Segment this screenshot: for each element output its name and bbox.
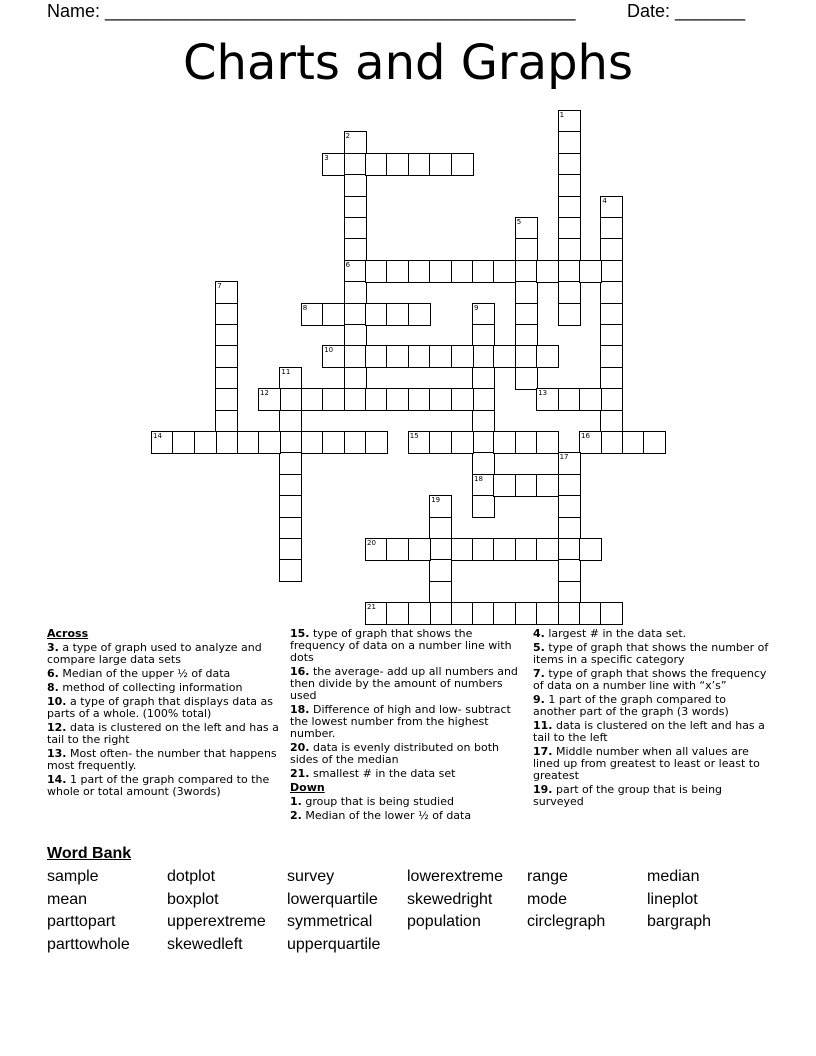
clue: 7. type of graph that shows the frequency of data on a number line with “x’s” — [533, 667, 767, 692]
crossword-cell[interactable] — [215, 281, 238, 304]
clues-column-3 — [533, 628, 769, 810]
word-bank-item: skewedright — [407, 890, 493, 908]
clue: 6. Median of the upper ½ of data — [47, 667, 231, 680]
crossword-cell[interactable] — [536, 260, 559, 283]
clue-number: 17 — [559, 453, 569, 462]
crossword-cell[interactable] — [536, 345, 559, 368]
clue: 12. data is clustered on the left and has a tail to the right — [47, 721, 279, 746]
crossword-cell[interactable] — [386, 602, 409, 625]
name-field[interactable]: Name: _______________________________________________ — [47, 1, 576, 21]
crossword-cell[interactable] — [536, 538, 559, 561]
crossword-cell[interactable] — [279, 474, 302, 497]
crossword-cell[interactable] — [279, 367, 302, 390]
word-bank-item: range — [527, 868, 568, 885]
crossword-cell[interactable] — [515, 474, 538, 497]
crossword-cell[interactable] — [408, 260, 431, 283]
word-bank-item: mean — [47, 890, 88, 908]
crossword-cell[interactable] — [408, 538, 431, 561]
crossword-cell[interactable] — [493, 474, 516, 497]
crossword-cell[interactable] — [493, 431, 516, 454]
crossword-cell[interactable] — [600, 410, 623, 433]
crossword-cell[interactable] — [386, 303, 409, 326]
clue: 20. data is evenly distributed on both sides of the median — [290, 741, 500, 766]
word-bank-item: dotplot — [167, 868, 216, 885]
crossword-cell[interactable] — [365, 153, 388, 176]
crossword-cell[interactable] — [515, 260, 538, 283]
crossword-cell[interactable] — [279, 559, 302, 582]
crossword-cell[interactable] — [579, 431, 602, 454]
clue: 15. type of graph that shows the frequency of data on a number line with dots — [290, 627, 512, 664]
crossword-cell[interactable] — [558, 452, 581, 475]
crossword-cell[interactable] — [429, 431, 452, 454]
crossword-cell[interactable] — [429, 345, 452, 368]
crossword-cell[interactable] — [322, 388, 345, 411]
crossword-cell[interactable] — [451, 388, 474, 411]
crossword-cell[interactable] — [472, 388, 495, 411]
clue: 4. largest # in the data set. — [533, 627, 687, 640]
crossword-cell[interactable] — [365, 345, 388, 368]
crossword-cell[interactable] — [451, 153, 474, 176]
crossword-cell[interactable] — [472, 431, 495, 454]
crossword-cell[interactable] — [451, 602, 474, 625]
crossword-cell[interactable] — [515, 281, 538, 304]
word-bank-title: Word Bank — [47, 845, 132, 862]
word-bank-item: lowerextreme — [407, 868, 504, 885]
crossword-cell[interactable] — [429, 388, 452, 411]
crossword-cell[interactable] — [408, 303, 431, 326]
crossword-cell[interactable] — [279, 517, 302, 540]
clue-number: 21 — [367, 603, 376, 612]
crossword-cell[interactable] — [344, 388, 367, 411]
word-bank-item: median — [647, 868, 700, 885]
crossword-cell[interactable] — [322, 431, 345, 454]
crossword-cell[interactable] — [344, 196, 367, 219]
crossword-cell[interactable] — [472, 367, 495, 390]
crossword-cell[interactable] — [344, 131, 367, 154]
clue-number: 5 — [516, 218, 522, 226]
crossword-cell[interactable] — [600, 260, 623, 283]
word-bank-item: mode — [527, 890, 568, 908]
crossword-cell[interactable] — [408, 388, 431, 411]
crossword-cell[interactable] — [472, 452, 495, 475]
clue-number: 12 — [260, 389, 269, 398]
across-heading: Across — [47, 627, 89, 640]
crossword-cell[interactable] — [600, 367, 623, 390]
clue-number: 11 — [281, 367, 291, 376]
crossword-cell[interactable] — [429, 559, 452, 582]
clue-number: 18 — [474, 474, 483, 483]
crossword-cell[interactable] — [600, 388, 623, 411]
crossword-cell[interactable] — [344, 324, 367, 347]
crossword-cell[interactable] — [600, 303, 623, 326]
word-bank-item: lineplot — [647, 890, 698, 908]
clue-number: 1 — [559, 111, 565, 119]
page-title: Charts and Graphs — [183, 35, 633, 91]
clue-number: 19 — [431, 496, 441, 505]
crossword-cell[interactable] — [279, 538, 302, 561]
clue: 13. Most often- the number that happens most frequently. — [47, 747, 277, 772]
down-heading: Down — [290, 781, 325, 794]
crossword-cell[interactable] — [344, 174, 367, 197]
clue-number: 20 — [367, 539, 376, 547]
clue: 14. 1 part of the graph compared to the whole or total amount (3words) — [47, 773, 270, 798]
crossword-cell[interactable] — [344, 345, 367, 368]
crossword-cell[interactable] — [558, 559, 581, 582]
crossword-cell[interactable] — [322, 303, 345, 326]
word-bank-item: upperextreme — [167, 913, 266, 930]
crossword-cell[interactable] — [279, 452, 302, 475]
crossword-cell[interactable] — [215, 388, 238, 411]
clue: 1. group that is being studied — [290, 795, 454, 808]
crossword-cell[interactable] — [279, 431, 302, 454]
crossword-cell[interactable] — [558, 260, 581, 283]
word-bank-item: upperquartile — [287, 935, 381, 953]
crossword-cell[interactable] — [365, 538, 388, 561]
word-bank-item: parttowhole — [47, 935, 130, 953]
clues-column-1 — [47, 628, 279, 800]
crossword-cell[interactable] — [558, 538, 581, 561]
crossword-cell[interactable] — [408, 602, 431, 625]
clue-number: 14 — [153, 432, 162, 440]
crossword-cell[interactable] — [558, 217, 581, 240]
crossword-cell[interactable] — [472, 324, 495, 347]
crossword-cell[interactable] — [344, 217, 367, 240]
clue-number: 8 — [302, 303, 308, 312]
crossword-cell[interactable] — [536, 431, 559, 454]
crossword-cell[interactable] — [344, 303, 367, 326]
crossword-cell[interactable] — [429, 602, 452, 625]
crossword-cell[interactable] — [237, 431, 260, 454]
crossword-cell[interactable] — [451, 538, 474, 561]
crossword-cell[interactable] — [515, 538, 538, 561]
crossword-cell[interactable] — [279, 495, 302, 518]
crossword-cell[interactable] — [258, 388, 281, 411]
crossword-cell[interactable] — [301, 303, 324, 326]
clue: 2. Median of the lower ½ of data — [290, 809, 472, 822]
crossword-cell[interactable] — [536, 602, 559, 625]
word-bank-item: bargraph — [647, 913, 712, 930]
crossword-cell[interactable] — [600, 196, 623, 219]
crossword-cell[interactable] — [344, 367, 367, 390]
crossword-cell[interactable] — [558, 238, 581, 261]
crossword-cell[interactable] — [408, 345, 431, 368]
crossword-cell[interactable] — [344, 431, 367, 454]
crossword-cell[interactable] — [493, 602, 516, 625]
crossword-cell[interactable] — [472, 538, 495, 561]
clue-number: 10 — [324, 346, 334, 355]
crossword-cell[interactable] — [215, 410, 238, 433]
crossword-cell[interactable] — [558, 110, 581, 133]
crossword-cell[interactable] — [515, 602, 538, 625]
crossword-cell[interactable] — [365, 388, 388, 411]
crossword-cell[interactable] — [344, 153, 367, 176]
crossword-cell[interactable] — [386, 260, 409, 283]
clue-number: 7 — [217, 282, 222, 291]
crossword-cell[interactable] — [579, 538, 602, 561]
crossword-cell[interactable] — [365, 602, 388, 625]
crossword-cell[interactable] — [558, 517, 581, 540]
crossword-cell[interactable] — [215, 431, 238, 454]
crossword-cell[interactable] — [600, 217, 623, 240]
crossword-cell[interactable] — [558, 388, 581, 411]
clue-number: 16 — [581, 432, 590, 440]
crossword-cell[interactable] — [579, 260, 602, 283]
crossword-cell[interactable] — [472, 410, 495, 433]
date-field[interactable]: Date: _______ — [627, 1, 746, 21]
crossword-cell[interactable] — [429, 581, 452, 604]
crossword-cell[interactable] — [558, 153, 581, 176]
crossword-cell[interactable] — [600, 238, 623, 261]
crossword-cell[interactable] — [643, 431, 666, 454]
crossword-cell[interactable] — [344, 281, 367, 304]
crossword-cell[interactable] — [365, 431, 388, 454]
clue-number: 9 — [474, 303, 479, 312]
clue-number: 3 — [324, 153, 329, 162]
clue: 11. data is clustered on the left and has a tail to the left — [533, 719, 765, 744]
crossword-cell[interactable] — [301, 431, 324, 454]
crossword-cell[interactable] — [558, 131, 581, 154]
word-bank-item: symmetrical — [287, 913, 373, 930]
clue: 5. type of graph that shows the number of items in a specific category — [533, 641, 769, 666]
crossword-cell[interactable] — [472, 260, 495, 283]
crossword-cell[interactable] — [472, 345, 495, 368]
clue: 3. a type of graph used to analyze and compare large data sets — [47, 641, 262, 666]
crossword-cell[interactable] — [215, 367, 238, 390]
clue: 10. a type of graph that displays data as parts of a whole. (100% total) — [47, 695, 273, 720]
crossword-cell[interactable] — [600, 324, 623, 347]
crossword-cell[interactable] — [600, 602, 623, 625]
crossword-cell[interactable] — [322, 345, 345, 368]
crossword-cell[interactable] — [472, 474, 495, 497]
crossword-cell[interactable] — [579, 388, 602, 411]
crossword-cell[interactable] — [365, 303, 388, 326]
crossword-cell[interactable] — [151, 431, 174, 454]
word-bank-item: parttopart — [47, 913, 116, 930]
clue: 18. Difference of high and low- subtract the lowest number from the highest number. — [290, 703, 511, 740]
crossword-cell[interactable] — [600, 345, 623, 368]
crossword-cell[interactable] — [515, 367, 538, 390]
crossword-cell[interactable] — [451, 431, 474, 454]
crossword-cell[interactable] — [558, 474, 581, 497]
crossword-cell[interactable] — [429, 517, 452, 540]
clue-number: 13 — [538, 389, 548, 398]
crossword-cell[interactable] — [258, 431, 281, 454]
clue: 19. part of the group that is being surveyed — [533, 783, 723, 808]
crossword-cell[interactable] — [493, 345, 516, 368]
crossword-cell[interactable] — [536, 474, 559, 497]
clue-number: 15 — [409, 432, 419, 440]
crossword-cell[interactable] — [472, 495, 495, 518]
word-bank-item: population — [407, 913, 481, 930]
crossword-cell[interactable] — [194, 431, 217, 454]
word-bank-item: skewedleft — [167, 935, 243, 953]
crossword-cell[interactable] — [600, 281, 623, 304]
clue: 21. smallest # in the data set — [290, 767, 456, 780]
crossword-cell[interactable] — [622, 431, 645, 454]
crossword-cell[interactable] — [558, 196, 581, 219]
word-bank-item: boxplot — [167, 890, 219, 908]
crossword-cell[interactable] — [279, 410, 302, 433]
crossword-cell[interactable] — [472, 602, 495, 625]
crossword-cell[interactable] — [515, 431, 538, 454]
crossword-cell[interactable] — [515, 238, 538, 261]
crossword-cell[interactable] — [515, 217, 538, 240]
crossword-cell[interactable] — [429, 153, 452, 176]
crossword-cell[interactable] — [215, 345, 238, 368]
word-bank-item: circlegraph — [527, 913, 606, 930]
crossword-cell[interactable] — [493, 538, 516, 561]
crossword-cell[interactable] — [429, 260, 452, 283]
crossword-cell[interactable] — [515, 345, 538, 368]
crossword-cell[interactable] — [558, 581, 581, 604]
clue: 17. Middle number when all values are lined up from greatest to least or least to greatest — [533, 745, 760, 782]
crossword-cell[interactable] — [429, 538, 452, 561]
word-bank-item: sample — [47, 868, 99, 885]
crossword-cell[interactable] — [579, 602, 602, 625]
crossword-cell[interactable] — [558, 303, 581, 326]
crossword-cell[interactable] — [386, 345, 409, 368]
word-bank-item: lowerquartile — [287, 890, 378, 908]
crossword-cell[interactable] — [279, 388, 302, 411]
crossword-cell[interactable] — [515, 303, 538, 326]
word-bank — [47, 866, 787, 956]
crossword-cell[interactable] — [558, 281, 581, 304]
crossword-cell[interactable] — [386, 153, 409, 176]
clues-column-2 — [290, 628, 522, 824]
crossword-cell[interactable] — [386, 538, 409, 561]
crossword-cell[interactable] — [600, 431, 623, 454]
crossword-cell[interactable] — [344, 238, 367, 261]
crossword-cell[interactable] — [215, 303, 238, 326]
crossword-cell[interactable] — [536, 388, 559, 411]
crossword-cell[interactable] — [558, 495, 581, 518]
crossword-cell[interactable] — [408, 153, 431, 176]
clue: 16. the average- add up all numbers and then divide by the amount of numbers used — [290, 665, 518, 702]
crossword-cell[interactable] — [558, 602, 581, 625]
clue-number: 2 — [345, 132, 351, 141]
crossword-cell[interactable] — [344, 260, 367, 283]
crossword-cell[interactable] — [215, 324, 238, 347]
clue-number: 6 — [345, 260, 351, 269]
crossword-cell[interactable] — [558, 174, 581, 197]
crossword-cell[interactable] — [472, 303, 495, 326]
crossword-cell[interactable] — [451, 345, 474, 368]
clue: 9. 1 part of the graph compared to another part of the graph (3 words) — [533, 693, 729, 718]
crossword-cell[interactable] — [429, 495, 452, 518]
crossword-cell[interactable] — [301, 388, 324, 411]
crossword-cell[interactable] — [365, 260, 388, 283]
clue-number: 4 — [602, 196, 607, 205]
crossword-cell[interactable] — [408, 431, 431, 454]
crossword-cell[interactable] — [515, 324, 538, 347]
crossword-cell[interactable] — [322, 153, 345, 176]
crossword-cell[interactable] — [386, 388, 409, 411]
crossword-cell[interactable] — [451, 260, 474, 283]
word-bank-item: survey — [287, 868, 335, 885]
clue: 8. method of collecting information — [47, 681, 243, 694]
crossword-cell[interactable] — [493, 260, 516, 283]
crossword-cell[interactable] — [172, 431, 195, 454]
